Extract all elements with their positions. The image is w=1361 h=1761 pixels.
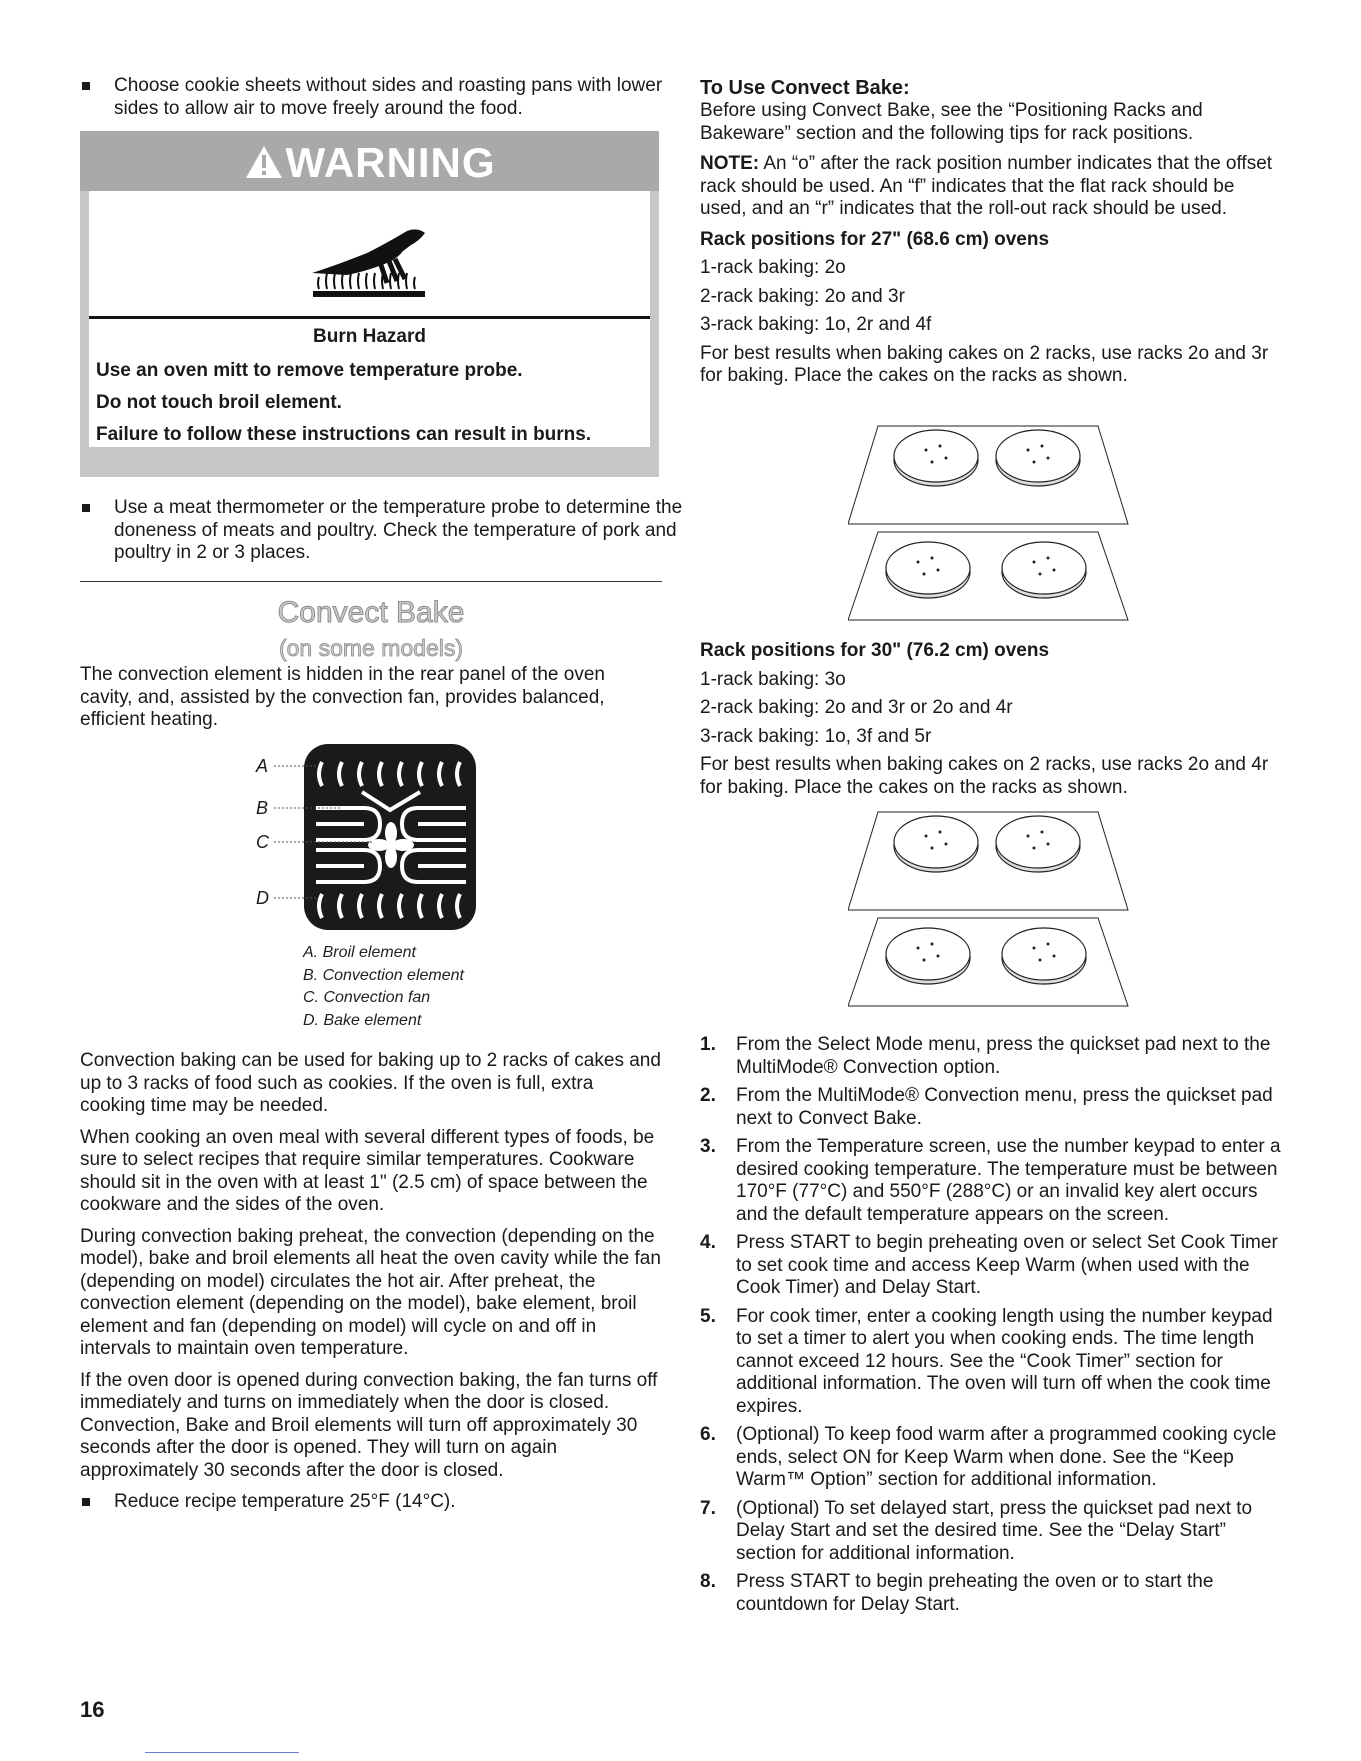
step-5: 5. For cook timer, enter a cooking length using the number keypad to set a timer to alert you when cooking ends. The time length cannot exceed 12 hours. See the “Cook Timer” section for additional information. The oven will turn off when the cook time expires. [700, 1305, 1273, 1417]
warning-line-failure: Failure to follow these instructions can result in burns. [96, 424, 592, 445]
rack30-line-1: 1-rack baking: 3o [700, 668, 846, 690]
diagram-label-b: B [256, 798, 269, 818]
page-number: 16 [80, 1697, 105, 1722]
bullet-icon [82, 82, 90, 90]
step-1: 1. From the Select Mode menu, press the quickset pad next to the MultiMode® Convection option. [700, 1034, 1271, 1078]
step-7: 7. (Optional) To set delayed start, press the quickset pad next to Delay Start and set the desired time. See the “Delay Start” section for additional information. [700, 1497, 1253, 1564]
step-8: 8. Press START to begin preheating the oven or to start the countdown for Delay Start. [700, 1571, 1214, 1615]
caption-bake: D. Bake element [303, 1011, 422, 1029]
paragraph-preheat: During convection baking preheat, the convection (depending on the model), bake and broil elements all heat the oven cavity while the fan (depending on model) circulates the hot air. After preheat, the convection element (depending on the model), bake element, broil element and fan (depending on model) will cycle on and off in intervals to maintain oven temperature. [80, 1225, 661, 1359]
bullet-meat-thermometer: Use a meat thermometer or the temperature probe to determine the doneness of meats and poultry. Check the temperature of pork and poultry in 2 or 3 places. [80, 497, 684, 565]
section-subtitle: (on some models) [278, 635, 464, 661]
rack30-cake-illustration [848, 810, 1148, 1010]
paragraph-racks: Convection baking can be used for baking up to 2 racks of cakes and up to 3 racks of food such as cookies. If the oven is full, extra cooking time may be needed. [80, 1050, 661, 1116]
rack30-section [700, 640, 1282, 799]
rack27-line-2: 2-rack baking: 2o and 3r [700, 285, 905, 307]
rack27-cake-illustration [848, 424, 1148, 624]
caption-convection-element: B. Convection element [303, 966, 464, 984]
diagram-label-a: A [256, 756, 269, 776]
bullet-cookie-sheets: Choose cookie sheets without sides and roasting pans with lower sides to allow air to move freely around the food. [80, 75, 684, 120]
convection-body [80, 1050, 662, 1514]
rack30-heading: Rack positions for 30" (76.2 cm) ovens [700, 640, 1050, 661]
rack30-line-3: 3-rack baking: 1o, 3f and 5r [700, 725, 932, 747]
warning-line-broil: Do not touch broil element. [96, 392, 342, 413]
bullet-icon [82, 1498, 90, 1506]
note-text: An “o” after the rack position number indicates that the offset rack should be used. An “f” indicates that the flat rack should be used, and an “r” indicates that the roll-out rack should be used. [700, 153, 1273, 219]
cake [886, 816, 1086, 984]
section-title: Convect Bake [277, 596, 465, 629]
bullet-icon [82, 504, 90, 512]
rack30-line-2: 2-rack baking: 2o and 3r or 2o and 4r [700, 697, 1013, 718]
paragraph-door: If the oven door is opened during convection baking, the fan turns off immediately and turns on immediately when the door is closed. Convection, Bake and Broil elements will turn off approximately 30 seconds after the door is opened. They will turn on again approximately 30 seconds after the door is closed. [80, 1369, 658, 1481]
convection-intro: The convection element is hidden in the rear panel of the oven cavity, and, assisted by the convection fan, provides balanced, efficient heating. [80, 664, 605, 730]
convect-bake-intro: Before using Convect Bake, see the “Positioning Racks and Bakeware” section and the following tips for rack positions. [700, 100, 1203, 144]
note-label: NOTE: [700, 153, 760, 174]
rack27-line-3: 3-rack baking: 1o, 2r and 4f [700, 314, 932, 335]
step-4: 4. Press START to begin preheating oven or select Set Cook Timer to set cook time and access Keep Warm (when used with the Cook Timer) and Delay Start. [700, 1232, 1278, 1298]
warning-text-panel [89, 319, 650, 447]
step-6: 6. (Optional) To keep food warm after a programmed cooking cycle ends, select ON for Keep Warm when done. See the “Keep Warm™ Option” section for additional information. [700, 1424, 1277, 1490]
warning-line-probe: Use an oven mitt to remove temperature probe. [96, 360, 523, 381]
rack27-heading: Rack positions for 27" (68.6 cm) ovens [700, 228, 1050, 250]
diagram-label-c: C [256, 832, 269, 852]
warning-triangle-icon [244, 144, 284, 180]
diagram-captions [303, 942, 464, 1032]
rack27-tip: For best results when baking cakes on 2 racks, use racks 2o and 3r for baking. Place the cakes on the racks as shown. [700, 342, 1269, 386]
hot-surface-hand-icon [307, 223, 437, 298]
warning-box [80, 131, 659, 477]
hazard-title: Burn Hazard [313, 326, 426, 347]
bullet-reduce-temperature: Reduce recipe temperature 25°F (14°C). [80, 1491, 662, 1514]
oven-elements-diagram [252, 740, 482, 935]
convect-bake-title: To Use Convect Bake: [700, 77, 910, 99]
bottom-link-line [145, 1752, 299, 1753]
note [700, 153, 1282, 221]
diagram-label-d: D [256, 888, 269, 908]
warning-title: WARNING [80, 139, 659, 187]
caption-convection-fan: C. Convection fan [303, 989, 431, 1006]
steps-list [700, 1034, 1282, 1616]
rack27-line-1: 1-rack baking: 2o [700, 257, 846, 278]
paragraph-oven-meal: When cooking an oven meal with several different types of foods, be sure to select recipes that require similar temperatures. Cookware should sit in the oven with at least 1" (2.5 cm) of space between the cookware and the sides of the oven. [80, 1126, 655, 1215]
rack30-tip: For best results when baking cakes on 2 racks, use racks 2o and 4r for baking. Place the cakes on the racks as shown. [700, 754, 1269, 798]
section-divider [80, 581, 662, 582]
step-3: 3. From the Temperature screen, use the number keypad to enter a desired cooking temperature. The temperature must be between 170°F (77°C) and 550°F (288°C) or an invalid key alert occurs and the default temperature appears on the screen. [700, 1136, 1281, 1225]
step-2: 2. From the MultiMode® Convection menu, press the quickset pad next to Convect Bake. [700, 1085, 1273, 1129]
right-column [700, 76, 1282, 388]
caption-broil: A. Broil element [303, 944, 416, 961]
cake [886, 430, 1086, 598]
